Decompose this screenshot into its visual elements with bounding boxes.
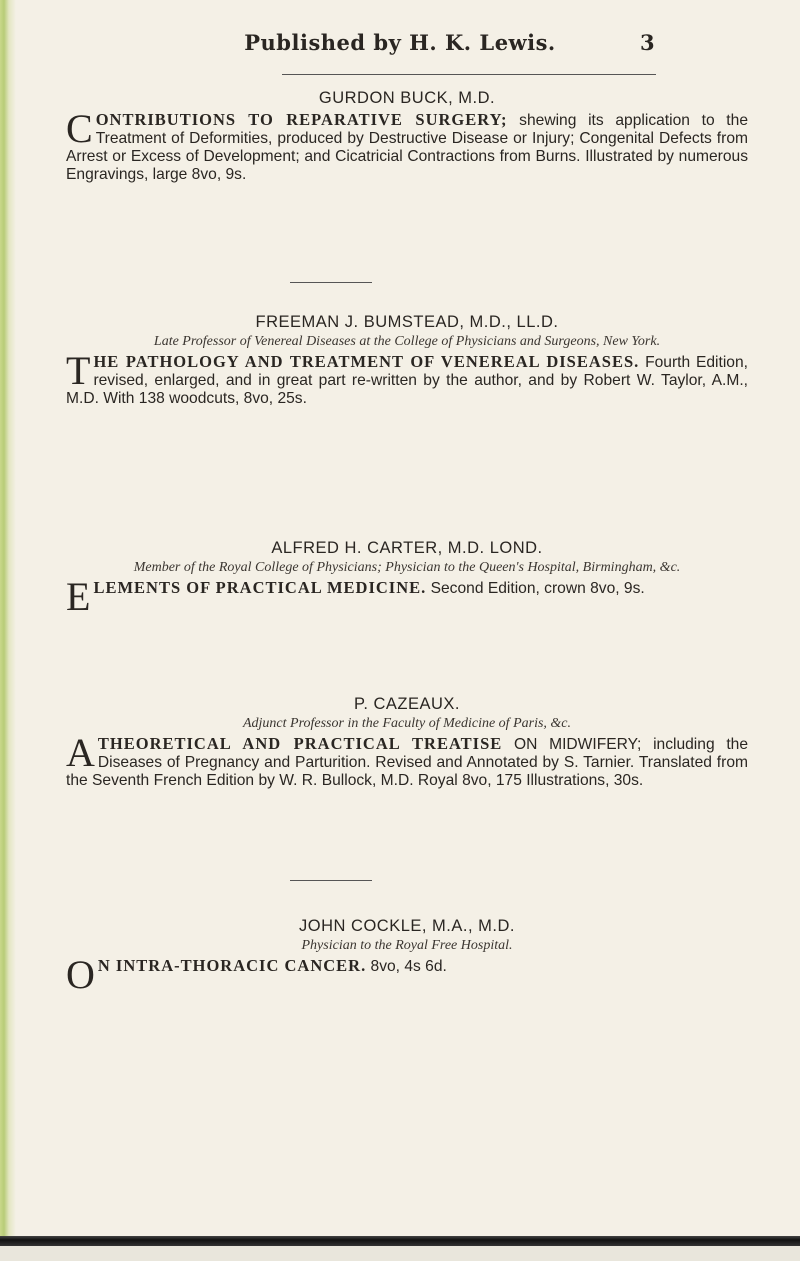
page-binding-edge — [0, 0, 16, 1261]
book-title: LEMENTS OF PRACTICAL MEDICINE. — [93, 578, 427, 597]
entry-affiliation: Member of the Royal College of Physicians; Physician to the Queen's Hospital, Birmingham, &c. — [133, 560, 681, 575]
book-title: N INTRA-THORACIC CANCER. — [97, 956, 367, 975]
entry-body — [66, 574, 748, 619]
book-title: HE PATHOLOGY AND TREATMENT OF VENEREAL DISEASES. — [93, 352, 640, 371]
entry-description: 8vo, 4s 6d. — [366, 958, 447, 975]
entry-affiliation: Physician to the Royal Free Hospital. — [301, 938, 513, 953]
entry-author: ALFRED H. CARTER, M.D. LOND. — [271, 539, 543, 557]
section-rule — [290, 880, 372, 881]
page-bottom-margin — [0, 1246, 800, 1261]
entry-author: GURDON BUCK, M.D. — [318, 89, 496, 107]
entry-body — [66, 106, 748, 184]
entry-description: shewing its application to the Treatment of Deformities, produced by Destructive Disease or Injury; Congenital Defects from Arrest or Excess of Development; and Cicatricial Contractions from Burns. Illustrated by numerous Engravings, large 8vo, 9s. — [66, 112, 748, 183]
entry-description: ON MIDWIFERY; including the Diseases of Pregnancy and Parturition. Revised and Annotated by S. Tarnier. Translated from the Seventh French Edition by W. R. Bullock, M.D. Royal 8vo, 175 Illustrations, 30s. — [66, 736, 748, 789]
drop-cap: C — [66, 106, 93, 151]
entry-author: JOHN COCKLE, M.A., M.D. — [299, 917, 515, 935]
entry-john-cockle — [66, 916, 748, 997]
drop-cap: O — [66, 952, 95, 997]
drop-cap: T — [66, 348, 91, 393]
entry-author: FREEMAN J. BUMSTEAD, M.D., LL.D. — [255, 313, 559, 331]
drop-cap: E — [66, 574, 91, 619]
entry-description: Fourth Edition, revised, enlarged, and in great part re-written by the author, and by Robert W. Taylor, A.M., M.D. With 138 woodcuts, 8vo, 25s. — [66, 354, 748, 407]
entry-alfred-carter — [66, 538, 748, 619]
page-bottom-edge-shadow — [0, 1236, 800, 1246]
entry-body — [66, 348, 748, 408]
section-rule — [290, 282, 372, 283]
entry-affiliation: Adjunct Professor in the Faculty of Medicine of Paris, &c. — [242, 716, 572, 731]
drop-cap: A — [66, 730, 95, 775]
book-title: ONTRIBUTIONS TO REPARATIVE SURGERY; — [95, 110, 508, 129]
entry-freeman-bumstead — [66, 312, 748, 408]
entry-body — [66, 730, 748, 790]
entry-description: Second Edition, crown 8vo, 9s. — [426, 580, 645, 597]
entry-affiliation: Late Professor of Venereal Diseases at the College of Physicians and Surgeons, New York. — [153, 334, 661, 349]
running-header — [0, 30, 800, 70]
header-rule — [282, 74, 656, 75]
page-number: 3 — [640, 30, 655, 55]
entry-body — [66, 952, 748, 997]
entry-p-cazeaux — [66, 694, 748, 790]
book-title: THEORETICAL AND PRACTICAL TREATISE — [97, 734, 503, 753]
header-title: Published by H. K. Lewis. — [244, 30, 556, 55]
entry-gurdon-buck — [66, 88, 748, 184]
entry-author: P. CAZEAUX. — [353, 695, 461, 713]
